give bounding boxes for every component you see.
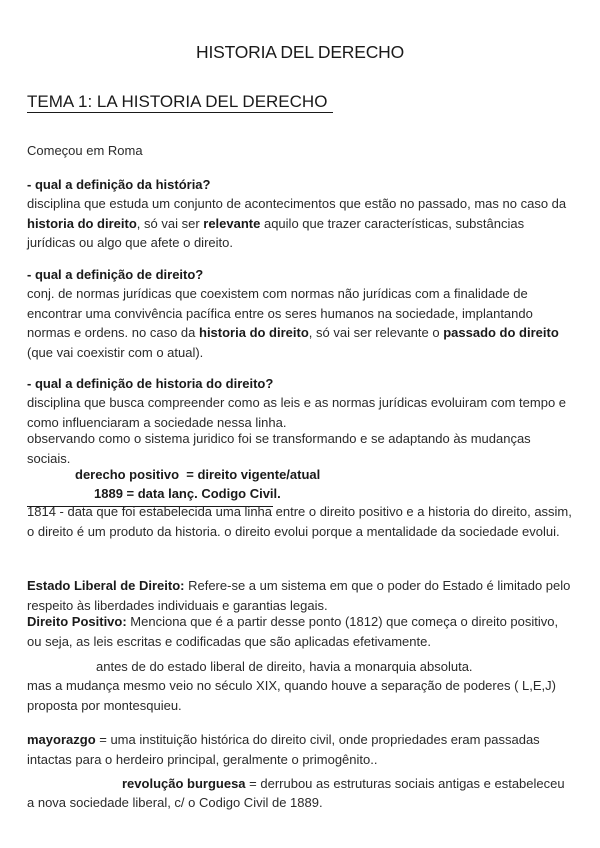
answer-law: conj. de normas jurídicas que coexistem com normas não jurídicas com a finalidade de encontrar uma convivência pacífica entre os seres humanos na sociedade, implantando normas e ordens. no caso da historia do direito, só vai ser relevante o passado do direito (que vai coexistir com o atual).	[27, 286, 559, 361]
civil-code-date-line: 1889 = data lanç. Codigo Civil.	[94, 486, 281, 501]
monarquia-text: antes de do estado liberal de direito, havia a monarquia absoluta.	[96, 659, 473, 674]
question-law: - qual a definição de direito?	[27, 267, 204, 282]
answer-law-history-2: observando como o sistema juridico foi se transformando e se adaptando às mudanças sociais.	[27, 431, 531, 466]
revolucao-burguesa-line1: revolução burguesa = derrubou as estruturas sociais antigas e estabeleceu	[122, 776, 565, 791]
question-law-history: - qual a definição de historia do direito?	[27, 376, 274, 391]
derecho-positivo-line: derecho positivo = direito vigente/atual	[75, 467, 321, 482]
mayorazgo-definition: mayorazgo = uma instituição histórica do direito civil, onde propriedades eram passadas intactas para o herdeiro principal, geralmente o primogênito..	[27, 732, 540, 767]
question-history: - qual a definição da história?	[27, 177, 211, 192]
page-title: HISTORIA DEL DERECHO	[196, 42, 404, 62]
date-1814-text: 1814 - data que foi estabelecida uma linha entre o direito positivo e a historia do direito, assim, o direito é um produto da historia. o direito evolui porque a mentalidade da sociedade evolui.	[27, 504, 572, 539]
answer-history: disciplina que estuda um conjunto de acontecimentos que estão no passado, mas no caso da historia do direito, só vai ser relevante aquilo que trazer características, substâncias jurídicas ou algo que afete o direito.	[27, 196, 567, 251]
revolucao-burguesa-line2: a nova sociedade liberal, c/ o Codigo Civil de 1889.	[27, 795, 323, 810]
intro-text: Começou em Roma	[27, 143, 143, 158]
answer-law-history: disciplina que busca compreender como as leis e as normas jurídicas evoluiram com tempo e como influenciaram a sociedade nessa linha.	[27, 395, 567, 430]
direito-positivo-definition: Direito Positivo: Menciona que é a partir desse ponto (1812) que começa o direito positivo, ou seja, as leis escritas e codificadas que são aplicadas efetivamente.	[27, 614, 559, 649]
separacao-poderes-text: mas a mudança mesmo veio no século XIX, quando houve a separação de poderes ( L,E,J) proposta por montesquieu.	[27, 678, 556, 713]
section-heading: TEMA 1: LA HISTORIA DEL DERECHO	[27, 92, 333, 113]
estado-liberal-definition: Estado Liberal de Direito: Refere-se a um sistema em que o poder do Estado é limitado pelo respeito às liberdades individuais e garantias legais.	[27, 578, 571, 613]
